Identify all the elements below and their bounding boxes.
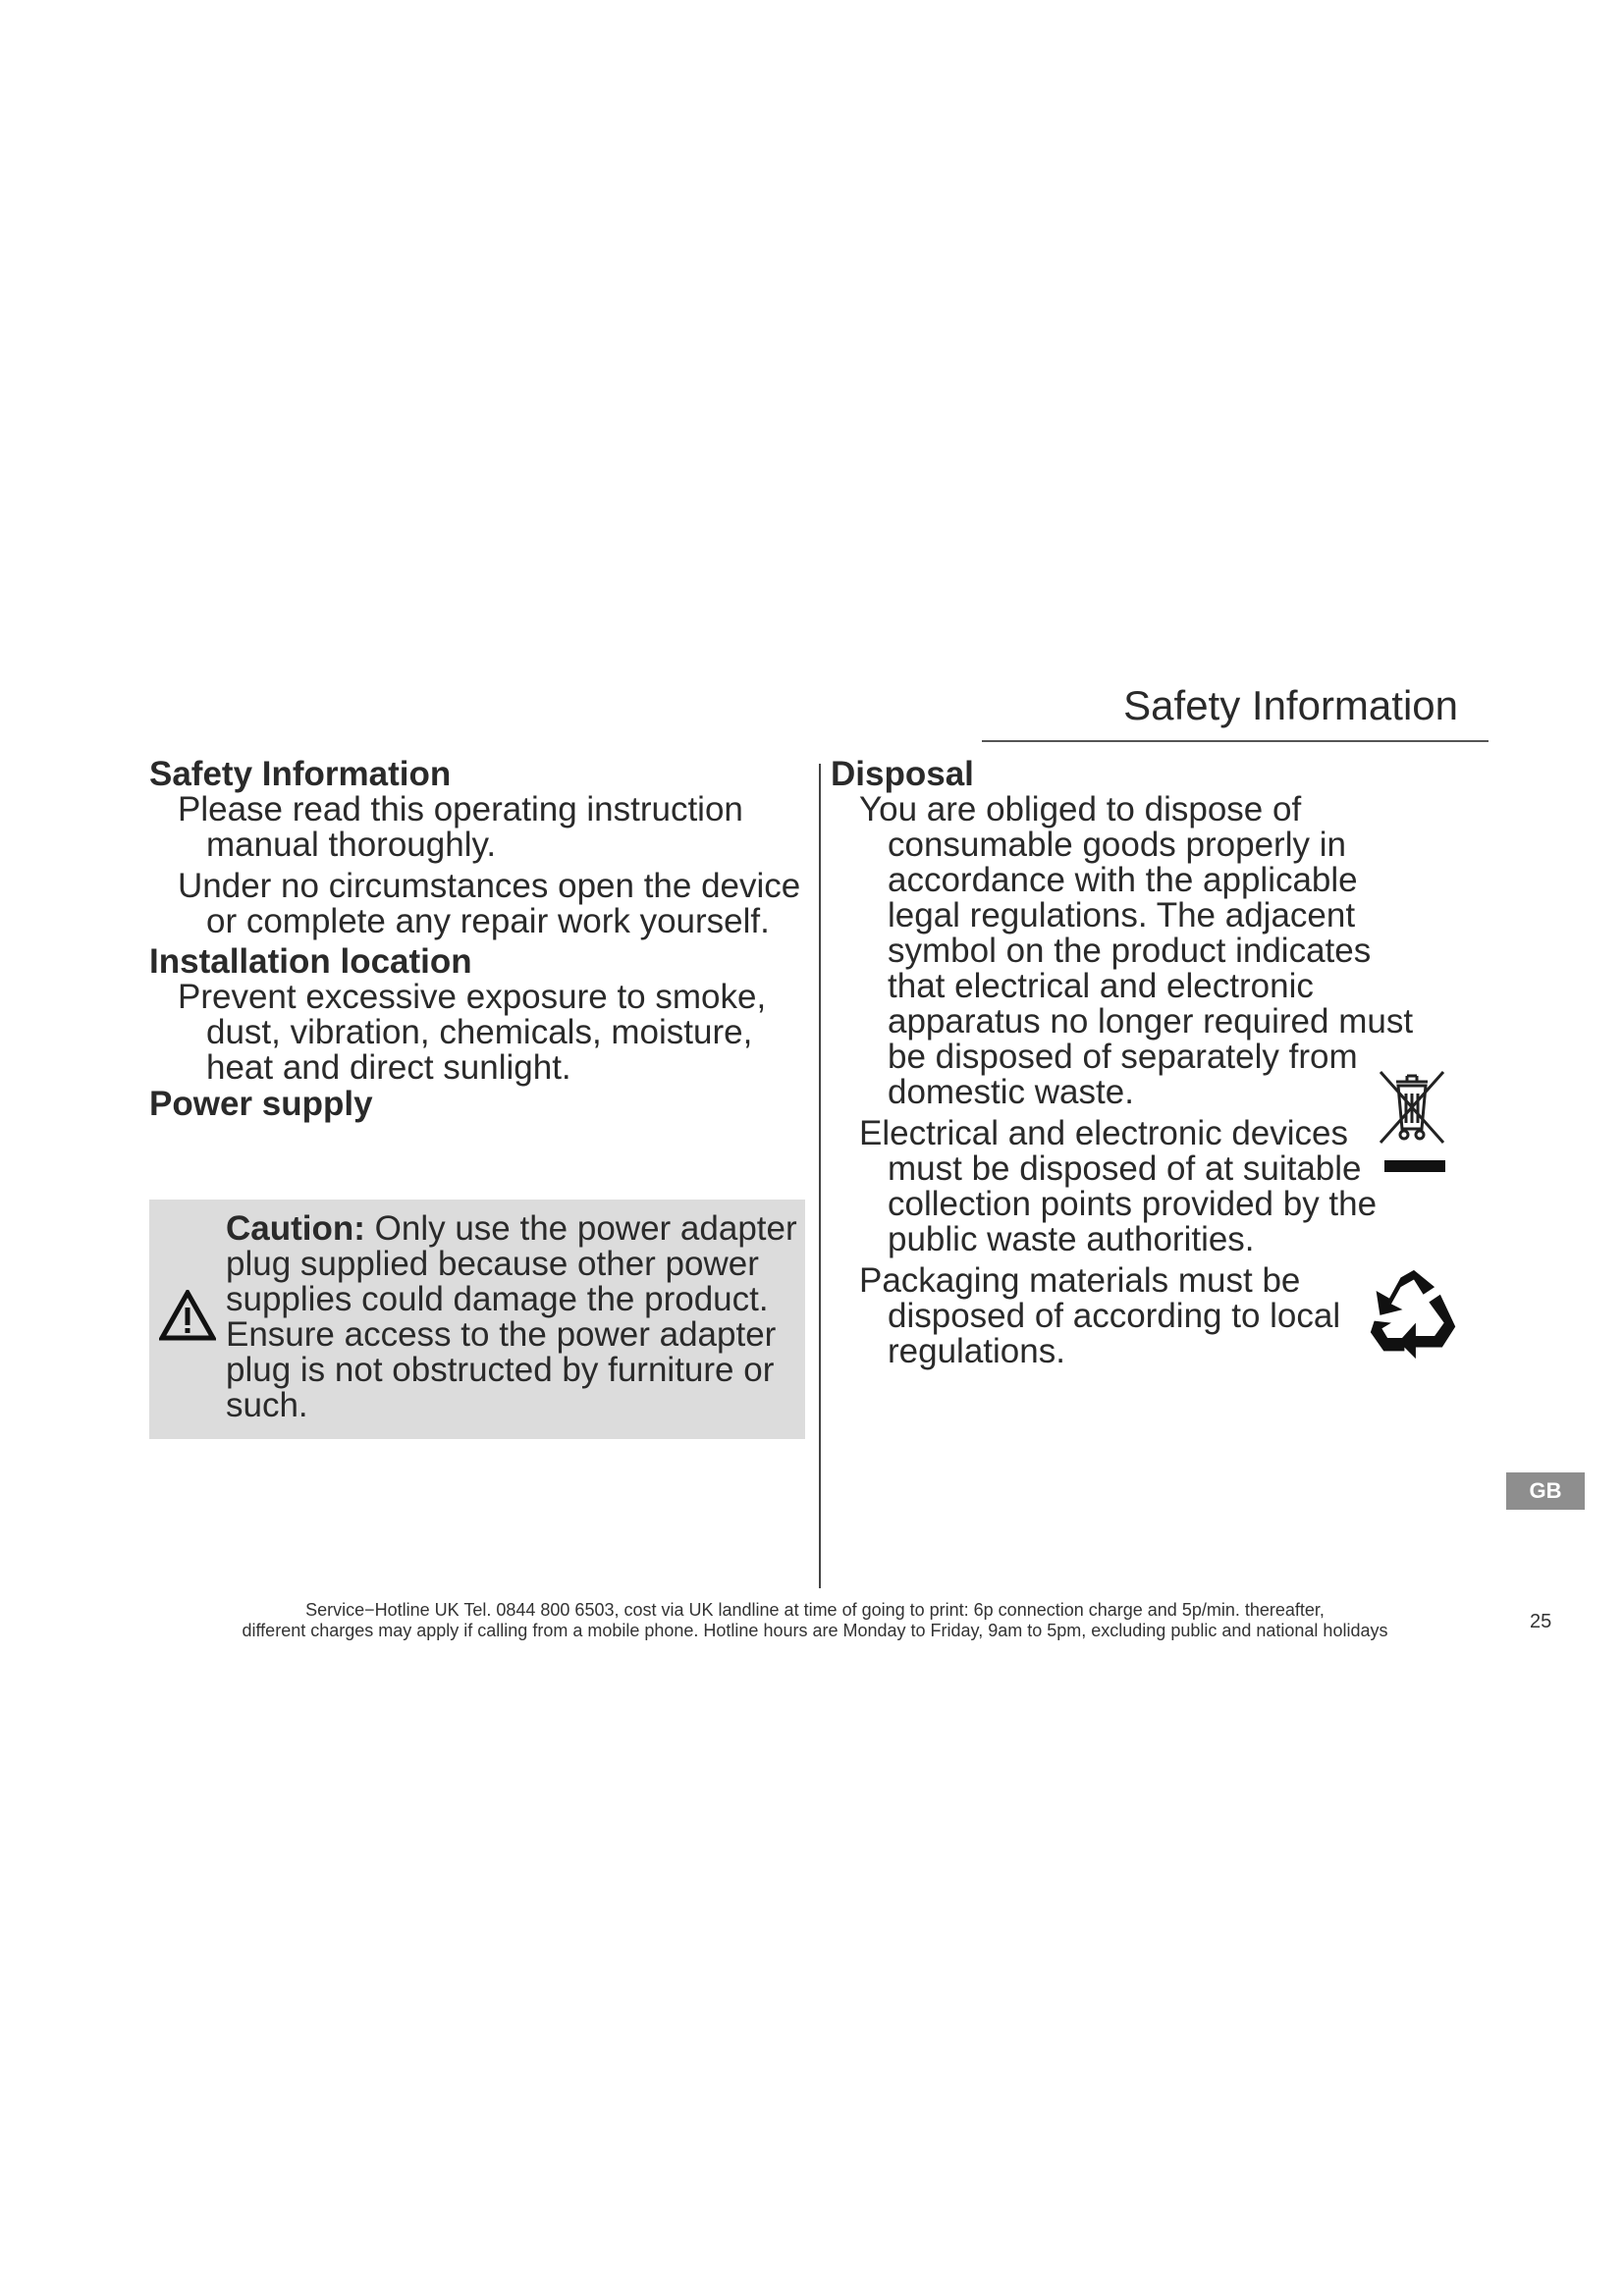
footer-hotline xyxy=(137,1600,1492,1641)
warning-triangle-icon xyxy=(159,1290,216,1341)
disposal-heading: Disposal xyxy=(831,755,974,793)
crossed-out-wheelie-bin-icon xyxy=(1375,1068,1449,1145)
caution-paragraph xyxy=(226,1211,805,1423)
caution-text: Only use the power adapter plug supplied because other power supplies could damage the product. Ensure access to the power adapter plug is not obstructed by furniture or such. xyxy=(226,1209,797,1424)
page-header-title: Safety Information xyxy=(1123,682,1458,728)
footer-line-2: different charges may apply if calling from a mobile phone. Hotline hours are Monday to Friday, 9am to 5pm, excluding public and national holidays xyxy=(242,1621,1388,1640)
right-column xyxy=(831,755,1414,1370)
disposal-paragraph-obligation: You are obliged to dispose of consumable goods properly in accordance with the applicable legal regulations. The adjacent symbol on the product indicates that electrical and electronic apparatus no longer required must be disposed of separately from domestic waste. xyxy=(859,790,1414,1111)
power-supply-heading: Power supply xyxy=(149,1085,373,1123)
safety-paragraph-no-repair: Under no circumstances open the device or complete any repair work yourself. xyxy=(178,867,801,940)
weee-black-bar xyxy=(1384,1160,1445,1172)
disposal-paragraph-packaging: Packaging materials must be disposed of according to local regulations. xyxy=(859,1261,1341,1370)
header-rule xyxy=(982,740,1489,742)
page-number: 25 xyxy=(1530,1611,1552,1632)
safety-paragraph-read-manual: Please read this operating instruction manual thoroughly. xyxy=(178,790,743,864)
recycle-icon xyxy=(1367,1266,1461,1361)
caution-label: Caution: xyxy=(226,1209,365,1248)
disposal-paragraph-collection-points: Electrical and electronic devices must be disposed of at suitable collection points provided by the public waste authorities. xyxy=(859,1114,1378,1258)
left-column xyxy=(149,756,807,1122)
footer-line-1: Service−Hotline UK Tel. 0844 800 6503, cost via UK landline at time of going to print: 6p connection charge and 5p/min. thereafter, xyxy=(305,1600,1325,1620)
safety-information-heading: Safety Information xyxy=(149,755,452,793)
column-divider xyxy=(819,764,821,1588)
country-tab: GB xyxy=(1506,1472,1585,1510)
installation-paragraph: Prevent excessive exposure to smoke, dust, vibration, chemicals, moisture, heat and direct sunlight. xyxy=(178,978,767,1087)
installation-location-heading: Installation location xyxy=(149,942,472,981)
caution-box xyxy=(149,1200,805,1439)
